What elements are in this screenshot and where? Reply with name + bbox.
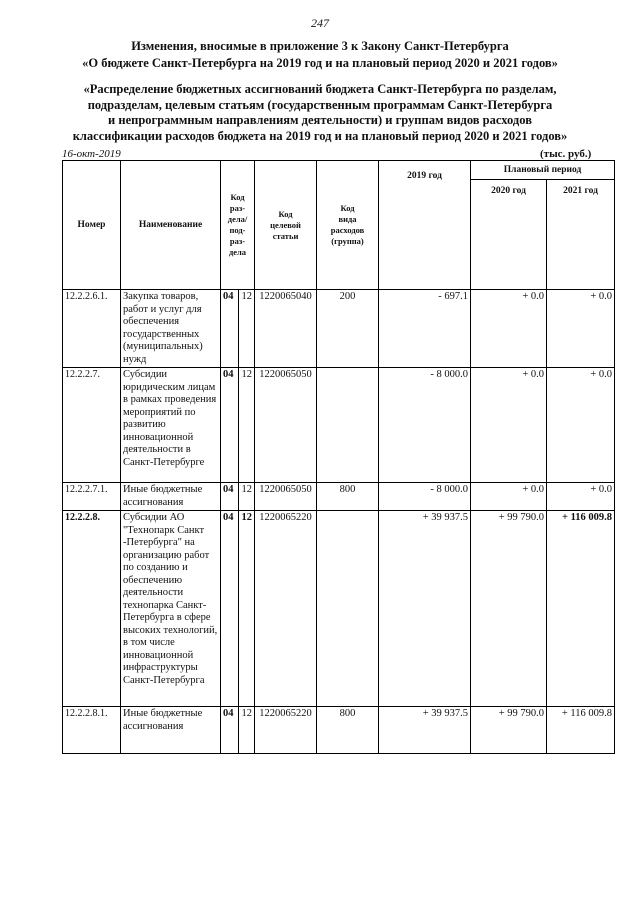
row-subsection: 12 (239, 483, 255, 511)
header-2021: 2021 год (547, 180, 615, 290)
header-target: Код целевой статьи (255, 161, 317, 290)
appendix-title (0, 82, 640, 144)
row-name: Субсидии юридическим лицам в рамках проведения мероприятий по развитию инновационной деятельности в Санкт-Петербурге (121, 368, 221, 483)
header-number: Номер (63, 161, 121, 290)
row-expense (317, 368, 379, 483)
row-name: Закупка товаров, работ и услуг для обеспечения государственных (муниципальных) нужд (121, 290, 221, 368)
header-2019: 2019 год (379, 161, 471, 290)
document-date: 16-окт-2019 (62, 148, 121, 160)
row-subsection: 12 (239, 707, 255, 754)
row-section: 04 (221, 707, 239, 754)
subtitle-line: и непрограммным направлениям деятельности) и группам видов расходов (108, 113, 532, 127)
row-expense (317, 511, 379, 707)
header-expense: Код вида расходов (группа) (317, 161, 379, 290)
row-number: 12.2.2.8.1. (63, 707, 121, 754)
row-subsection: 12 (239, 368, 255, 483)
table-row (63, 511, 615, 707)
header-planned: Плановый период (471, 161, 615, 180)
table-row (63, 483, 615, 511)
row-section: 04 (221, 483, 239, 511)
table-row (63, 290, 615, 368)
row-number: 12.2.2.7.1. (63, 483, 121, 511)
row-number: 12.2.2.6.1. (63, 290, 121, 368)
row-target: 1220065050 (255, 483, 317, 511)
row-2019: - 697.1 (379, 290, 471, 368)
row-target: 1220065220 (255, 511, 317, 707)
header-section: Код раз- дела/ под- раз- дела (221, 161, 255, 290)
row-name: Иные бюджетные ассигнования (121, 707, 221, 754)
header-2020: 2020 год (471, 180, 547, 290)
row-2020: + 99 790.0 (471, 707, 547, 754)
row-2020: + 99 790.0 (471, 511, 547, 707)
subtitle-line: подразделам, целевым статьям (государственным программам Санкт-Петербурга (87, 97, 553, 112)
table-row (63, 368, 615, 483)
table-row (63, 707, 615, 754)
row-2020: + 0.0 (471, 483, 547, 511)
row-expense: 800 (317, 707, 379, 754)
row-target: 1220065050 (255, 368, 317, 483)
row-2020: + 0.0 (471, 290, 547, 368)
row-2019: + 39 937.5 (379, 511, 471, 707)
row-2019: - 8 000.0 (379, 483, 471, 511)
row-expense: 800 (317, 483, 379, 511)
page-number: 247 (311, 16, 329, 30)
row-number: 12.2.2.7. (63, 368, 121, 483)
row-subsection: 12 (239, 511, 255, 707)
document-title (0, 38, 640, 72)
row-subsection: 12 (239, 290, 255, 368)
row-section: 04 (221, 290, 239, 368)
budget-table (62, 160, 615, 754)
row-number: 12.2.2.8. (63, 511, 121, 707)
subtitle-line: «Распределение бюджетных ассигнований бюджета Санкт-Петербурга по разделам, (83, 82, 557, 96)
units-label: (тыс. руб.) (540, 148, 592, 160)
row-target: 1220065040 (255, 290, 317, 368)
row-name: Субсидии АО "Технопарк Санкт -Петербурга" на организацию работ по созданию и обеспечению деятельности технопарка Санкт-Петербурга в сфере высоких технологий, в том числе инновационной инфраструктуры Санкт-Петербурга (121, 511, 221, 707)
row-2021: + 116 009.8 (547, 707, 615, 754)
row-2020: + 0.0 (471, 368, 547, 483)
row-2021: + 0.0 (547, 368, 615, 483)
title-line: «О бюджете Санкт-Петербурга на 2019 год и на плановый период 2020 и 2021 годов» (82, 56, 558, 70)
row-section: 04 (221, 368, 239, 483)
row-section: 04 (221, 511, 239, 707)
row-2021: + 0.0 (547, 483, 615, 511)
row-2019: + 39 937.5 (379, 707, 471, 754)
row-2021: + 116 009.8 (547, 511, 615, 707)
row-expense: 200 (317, 290, 379, 368)
title-line: Изменения, вносимые в приложение 3 к Закону Санкт-Петербурга (131, 39, 509, 53)
header-name: Наименование (121, 161, 221, 290)
row-2019: - 8 000.0 (379, 368, 471, 483)
row-target: 1220065220 (255, 707, 317, 754)
row-2021: + 0.0 (547, 290, 615, 368)
row-name: Иные бюджетные ассигнования (121, 483, 221, 511)
subtitle-line: классификации расходов бюджета на 2019 год и на плановый период 2020 и 2021 годов» (72, 128, 568, 143)
